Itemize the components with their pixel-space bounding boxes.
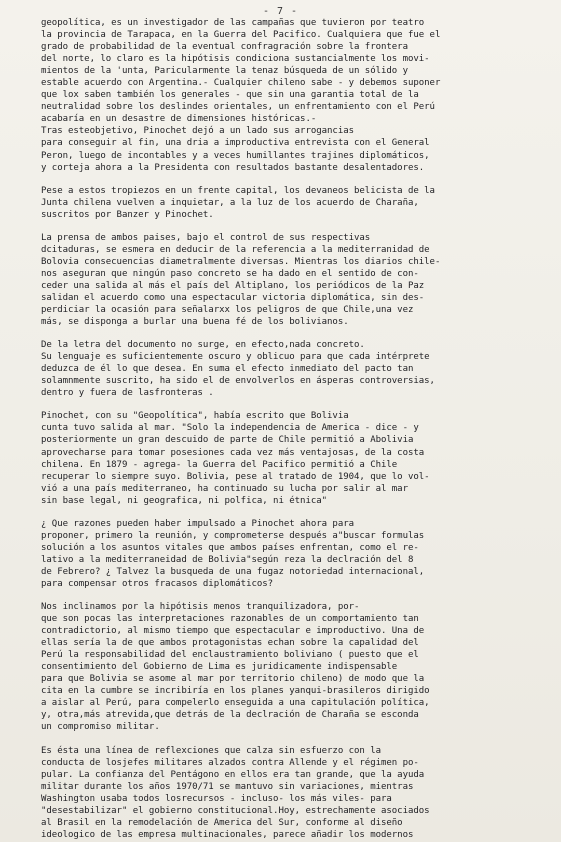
paragraph-letra-documento: De la letra del documento no surge, en efecto,nada concreto. Su lenguaje es suficientemente oscuro y oblicuo para que cada intérprete deduzca de él lo que desea. En suma el efecto inmediato del pacto tan solamnmente suscrito, ha sido el de envolverlos en ásperas controversias, dentro y fuera de lasfronteras . (41, 340, 435, 399)
paragraph-razones: ¿ Que razones pueden haber impulsado a Pinochet ahora para proponer, primero la reunión, y comprometerse después a"buscar formulas solución a los asuntos vitales que ambos países enfrentan, como el re- lativo a la mediterraneidad de Bolivia"según reza la declración del 8 de Febrero? ¿ Talvez la busqueda de una fugaz notoriedad internacional, para compensar otros fracasos diplomáticos? (41, 518, 425, 589)
paragraph-reflexiones: Es ésta una línea de reflexciones que calza sin esfuerzo con la conducta de losjefes militares alzados contra Allende y el régimen po- pular. La confianza del Pentágono en ellos era tan grande, que la ayuda militar durante los años 1970/71 se mantuvo sin variaciones, mientras Washington usaba todos losrecursos - incluso- los más viles- para "desestabilizar" el gobierno constitucional.Hoy, estrechamente asociados al Brasil en la remodelación de America del Sur, conforme al diseño ideologico de las empresa multinacionales, parece añadir los modernos (41, 745, 430, 840)
paragraph-prensa: La prensa de ambos paises, bajo el control de sus respectivas dcitaduras, se esmera en deducir de la referencia a la mediterranidad de Bolovia consecuencias diametralmente diversas. Mientras los diarios chile- nos aseguran que ningún paso concreto se ha dado en el sentido de con- ceder una salida al más el país del Altiplano, los periódicos de la Paz salidan el acuerdo como una espectacular victoria diplomática, sin des- perdiciar la ocasión para señalarxx los peligros de que Chile,una vez más, se disponga a burlar una buena fé de los bolivianos. (41, 232, 441, 328)
document-body (41, 17, 535, 841)
page-number: - 7 - (262, 6, 299, 17)
paragraph-geopolitica: geopolítica, es un investigador de las campañas que tuvieron por teatro la provincia de Tarapaca, en la Guerra del Pacifico. Cualquiera que fue el grado de probabilidad de la eventual confragración sobre la frontera del norte, lo claro es la hipótisis condiciona sustancialmente los movi- mientos de la 'unta, Paricularmente la tenaz búsqueda de un sólido y estable acuerdo con Argentina.- Cualquier chileno sabe - y debemos suponer que lox saben también los generales - que sin una garantia total de la neutralidad sobre los deslindes orientales, un enfrentamiento con el Perú acabaría en un desastre de dimensiones históricas.- (41, 18, 441, 125)
paragraph-geopolitica-quote: Pinochet, con su "Geopolítica", había escrito que Bolivia cunta tuvo salida al mar. "Solo la independencia de America - dice - y posteriormente un gran descuido de parte de Chile permitió a Abolivia aprovecharse para tomar posesiones cada vez más ventajosas, de la costa chilena. En 1879 - agrega- la Guerra del Pacifico permitió a Chile recuperar lo siempre suyo. Bolivia, pese al tratado de 1904, que lo vol- vió a una país mediterraneo, ha continuado su lucha por salir al mar sin base legal, ni geografica, ni polfica, ni étnica" (41, 411, 430, 506)
paragraph-hipotesis: Nos inclinamos por la hipótisis menos tranquilizadora, por- que son pocas las interpretaciones razonables de un comportamiento tan contradictorio, al mismo tiempo que espectacular e improductivo. Una de ellas sería la de que ambos protagonistas echan sobre la capalidad del Perú la responsabilidad del enclaustramiento boliviano ( puesto que el consentimiento del Gobierno de Lima es juridicamente indispensable para que Bolivia se asome al mar por territorio chileno) de modo que la cita en la cumbre se incribiría en los planes yanqui-brasileros dirigido a aislar al Perú, para compelerlo enseguida a una capitulación política, y, otra,más atrevida,que detrás de la declración de Charaña se esconda un compromiso militar. (41, 602, 430, 733)
paragraph-tropiezos: Pese a estos tropiezos en un frente capital, los devaneos belicista de la Junta chilena vuelven a inquietar, a la luz de los acuerdo de Charaña, suscritos por Banzer y Pinochet. (41, 185, 435, 220)
paragraph-pinochet-peron: Tras esteobjetivo, Pinochet dejó a un lado sus arrogancias para conseguir al fin, una dria a improductiva entrevista con el General Peron, luego de incontables y a veces humillantes trajines diplomáticos, y corteja ahora a la Presidenta con resultados bastante desalentadores. (41, 126, 430, 173)
